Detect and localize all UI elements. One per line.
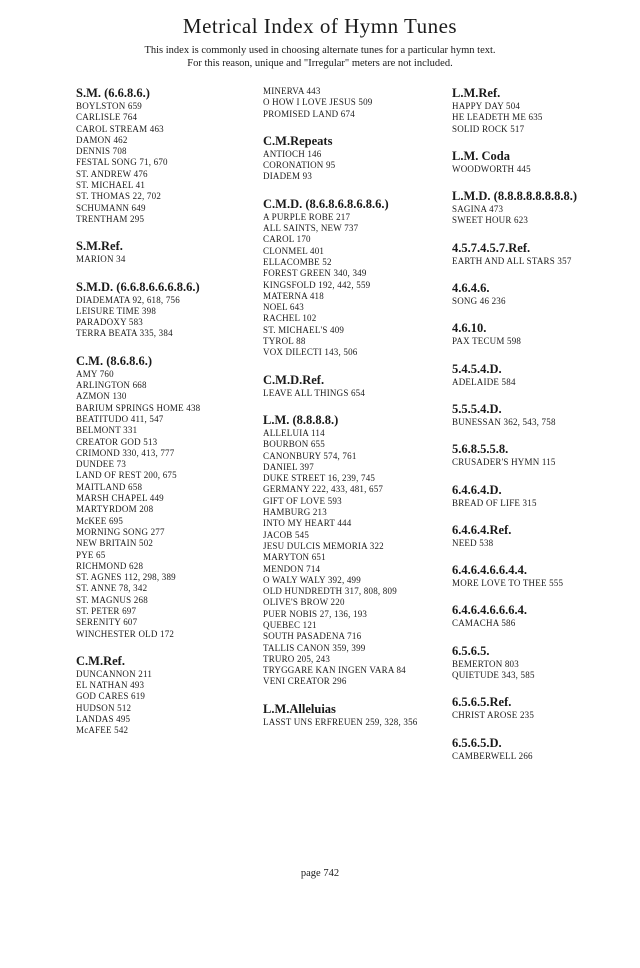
tune-entry: VENI CREATOR 296 xyxy=(263,676,347,687)
tune-entry: MATERNA 418 xyxy=(263,290,324,301)
meter-heading: C.M.Ref. xyxy=(76,653,125,668)
tune-entry: WINCHESTER OLD 172 xyxy=(76,628,175,639)
meter-heading: L.M.D. (8.8.8.8.8.8.8.8.) xyxy=(452,189,577,204)
tune-entry: ST. AGNES 112, 298, 389 xyxy=(76,572,176,583)
tune-entry: JACOB 545 xyxy=(263,529,310,540)
tune-entry: ST. MICHAEL 41 xyxy=(76,180,146,191)
tune-entry: SAGINA 473 xyxy=(452,204,504,215)
meter-section xyxy=(452,483,640,509)
tune-entry: CANONBURY 574, 761 xyxy=(263,450,357,461)
tune-entry: AZMON 130 xyxy=(76,391,127,402)
meter-section xyxy=(263,134,448,183)
tune-entry: HUDSON 512 xyxy=(76,702,132,713)
tune-entry: JESU DULCIS MEMORIA 322 xyxy=(263,540,384,551)
tune-entry: CAMACHA 586 xyxy=(452,618,516,629)
meter-heading: 4.6.10. xyxy=(452,321,487,336)
meter-section xyxy=(263,413,448,688)
tune-entry: CAROL 170 xyxy=(263,234,311,245)
meter-heading: S.M.Ref. xyxy=(76,239,123,254)
tune-entry: ELLACOMBE 52 xyxy=(263,256,332,267)
index-column-2 xyxy=(263,86,448,742)
tune-entry: ST. THOMAS 22, 702 xyxy=(76,191,162,202)
tune-entry: CRUSADER'S HYMN 115 xyxy=(452,457,556,468)
tune-entry: TRURO 205, 243 xyxy=(263,653,331,664)
tune-entry: EL NATHAN 493 xyxy=(76,680,145,691)
tune-entry: GIFT OF LOVE 593 xyxy=(263,495,342,506)
tune-entry: TALLIS CANON 359, 399 xyxy=(263,642,366,653)
page-number: page 742 xyxy=(300,868,340,879)
tune-entry: BUNESSAN 362, 543, 758 xyxy=(452,416,556,427)
tune-entry: SOLID ROCK 517 xyxy=(452,123,525,134)
tune-entry: MARION 34 xyxy=(76,254,126,265)
meter-heading: 6.4.6.4.Ref. xyxy=(452,522,512,537)
meter-heading: 6.4.6.4.6.6.6.4. xyxy=(452,603,527,618)
meter-section xyxy=(452,523,640,549)
meter-heading: 6.5.6.5.D. xyxy=(452,735,502,750)
tune-entry: QUEBEC 121 xyxy=(263,619,317,630)
tune-entry: CORONATION 95 xyxy=(263,160,336,171)
meter-heading: L.M.Alleluias xyxy=(263,701,336,716)
tune-entry: EARTH AND ALL STARS 357 xyxy=(452,255,572,266)
tune-entry: ST. ANNE 78, 342 xyxy=(76,583,148,594)
intro-line: This index is commonly used in choosing alternate tunes for a particular hymn text. xyxy=(144,45,496,56)
meter-section xyxy=(452,149,640,175)
tune-entry: DENNIS 708 xyxy=(76,146,127,157)
tune-entry: VOX DILECTI 143, 506 xyxy=(263,347,358,358)
tune-entry: McAFEE 542 xyxy=(76,725,129,736)
tune-entry: ST. MAGNUS 268 xyxy=(76,594,148,605)
page-title: Metrical Index of Hymn Tunes xyxy=(182,14,458,38)
tune-entry: FESTAL SONG 71, 670 xyxy=(76,157,168,168)
tune-entry: DIADEM 93 xyxy=(263,171,313,182)
tune-entry: HE LEADETH ME 635 xyxy=(452,112,543,123)
tune-entry: SERENITY 607 xyxy=(76,617,138,628)
tune-entry: NEW BRITAIN 502 xyxy=(76,538,154,549)
meter-section xyxy=(263,86,448,120)
meter-section xyxy=(76,280,248,340)
tune-entry: GERMANY 222, 433, 481, 657 xyxy=(263,484,384,495)
tune-entry: WOODWORTH 445 xyxy=(452,163,531,174)
meter-heading: C.M.D.Ref. xyxy=(263,372,325,387)
tune-entry: CAMBERWELL 266 xyxy=(452,750,533,761)
tune-entry: BEATITUDO 411, 547 xyxy=(76,413,164,424)
tune-entry: ALLELUIA 114 xyxy=(263,427,325,438)
tune-entry: PYE 65 xyxy=(76,549,106,560)
meter-heading: C.M. (8.6.8.6.) xyxy=(76,353,153,368)
meter-section xyxy=(452,86,640,135)
tune-entry: TRYGGARE KAN INGEN VARA 84 xyxy=(263,665,406,676)
meter-heading: 4.6.4.6. xyxy=(452,281,490,296)
tune-entry: DAMON 462 xyxy=(76,134,128,145)
tune-entry: ST. ANDREW 476 xyxy=(76,168,148,179)
tune-entry: MENDON 714 xyxy=(263,563,321,574)
tune-entry: RACHEL 102 xyxy=(263,313,317,324)
meter-section xyxy=(263,197,448,359)
tune-entry: MAITLAND 658 xyxy=(76,481,143,492)
tune-entry: TRENTHAM 295 xyxy=(76,213,145,224)
tune-entry: MINERVA 443 xyxy=(263,86,321,96)
tune-entry: GOD CARES 619 xyxy=(76,691,146,702)
meter-heading: S.M.D. (6.6.8.6.6.6.8.6.) xyxy=(76,279,200,294)
meter-section xyxy=(452,736,640,762)
meter-section xyxy=(263,702,448,728)
tune-entry: DANIEL 397 xyxy=(263,461,314,472)
tune-entry: PAX TECUM 598 xyxy=(452,336,522,347)
meter-heading: 5.5.5.4.D. xyxy=(452,401,502,416)
tune-entry: LAND OF REST 200, 675 xyxy=(76,470,177,481)
meter-heading: S.M. (6.6.8.6.) xyxy=(76,86,150,100)
tune-entry: BOURBON 655 xyxy=(263,439,325,450)
tune-entry: ADELAIDE 584 xyxy=(452,376,516,387)
tune-entry: MORNING SONG 277 xyxy=(76,526,165,537)
meter-heading: 6.4.6.4.D. xyxy=(452,482,502,497)
tune-entry: O HOW I LOVE JESUS 509 xyxy=(263,97,373,108)
tune-entry: SWEET HOUR 623 xyxy=(452,215,529,226)
tune-entry: BOYLSTON 659 xyxy=(76,101,142,111)
meter-heading: 5.6.8.5.5.8. xyxy=(452,442,509,457)
meter-section xyxy=(76,86,248,225)
meter-heading: C.M.Repeats xyxy=(263,133,333,148)
tune-entry: TYROL 88 xyxy=(263,336,306,347)
tune-entry: CLONMEL 401 xyxy=(263,245,325,256)
tune-entry: ALL SAINTS, NEW 737 xyxy=(263,223,359,234)
meter-section xyxy=(452,644,640,682)
meter-section xyxy=(76,654,248,737)
meter-section xyxy=(452,362,640,388)
tune-entry: NEED 538 xyxy=(452,537,494,548)
index-column-1 xyxy=(76,86,248,751)
tune-entry: ST. PETER 697 xyxy=(76,605,137,616)
intro-line: For this reason, unique and "Irregular" meters are not included. xyxy=(187,58,453,69)
tune-entry: MARTYRDOM 208 xyxy=(76,504,154,515)
meter-heading: 6.5.6.5. xyxy=(452,643,490,658)
meter-section xyxy=(452,321,640,347)
intro-text xyxy=(0,44,640,70)
tune-entry: ARLINGTON 668 xyxy=(76,380,147,391)
tune-entry: LEISURE TIME 398 xyxy=(76,305,157,316)
tune-entry: PUER NOBIS 27, 136, 193 xyxy=(263,608,368,619)
meter-section xyxy=(76,239,248,265)
tune-entry: RICHMOND 628 xyxy=(76,560,144,571)
meter-heading: L.M. Coda xyxy=(452,148,510,163)
tune-entry: SCHUMANN 649 xyxy=(76,202,146,213)
tune-entry: LANDAS 495 xyxy=(76,714,131,725)
tune-entry: DIADEMATA 92, 618, 756 xyxy=(76,294,180,305)
tune-entry: PARADOXY 583 xyxy=(76,317,143,328)
tune-entry: CRIMOND 330, 413, 777 xyxy=(76,447,175,458)
tune-entry: CAROL STREAM 463 xyxy=(76,123,164,134)
tune-entry: LEAVE ALL THINGS 654 xyxy=(263,387,366,398)
tune-entry: CHRIST AROSE 235 xyxy=(452,710,535,721)
tune-entry: SOUTH PASADENA 716 xyxy=(263,631,362,642)
tune-entry: BARIUM SPRINGS HOME 438 xyxy=(76,402,201,413)
tune-entry: DUNCANNON 211 xyxy=(76,668,153,679)
meter-heading: L.M. (8.8.8.8.) xyxy=(263,412,339,427)
meter-heading: C.M.D. (8.6.8.6.8.6.8.6.) xyxy=(263,196,389,211)
tune-entry: FOREST GREEN 340, 349 xyxy=(263,268,367,279)
tune-entry: KINGSFOLD 192, 442, 559 xyxy=(263,279,371,290)
tune-entry: HAMBURG 213 xyxy=(263,507,327,518)
tune-entry: CARLISLE 764 xyxy=(76,112,138,123)
tune-entry: MARYTON 651 xyxy=(263,552,326,563)
tune-entry: QUIETUDE 343, 585 xyxy=(452,670,535,681)
tune-entry: DUKE STREET 16, 239, 745 xyxy=(263,473,376,484)
tune-entry: INTO MY HEART 444 xyxy=(263,518,352,529)
tune-entry: LASST UNS ERFREUEN 259, 328, 356 xyxy=(263,716,418,727)
tune-entry: ST. MICHAEL'S 409 xyxy=(263,324,345,335)
tune-entry: HAPPY DAY 504 xyxy=(452,101,521,111)
meter-section xyxy=(452,442,640,468)
meter-heading: 4.5.7.4.5.7.Ref. xyxy=(452,240,531,255)
tune-entry: CREATOR GOD 513 xyxy=(76,436,158,447)
meter-heading: 6.5.6.5.Ref. xyxy=(452,695,512,710)
tune-entry: OLIVE'S BROW 220 xyxy=(263,597,345,608)
meter-heading: L.M.Ref. xyxy=(452,86,501,100)
meter-section xyxy=(452,695,640,721)
tune-entry: PROMISED LAND 674 xyxy=(263,108,355,119)
tune-entry: DUNDEE 73 xyxy=(76,459,127,470)
meter-section xyxy=(263,373,448,399)
meter-section xyxy=(452,281,640,307)
tune-entry: NOEL 643 xyxy=(263,302,305,313)
tune-entry: MORE LOVE TO THEE 555 xyxy=(452,578,564,589)
tune-entry: TERRA BEATA 335, 384 xyxy=(76,328,173,339)
tune-entry: A PURPLE ROBE 217 xyxy=(263,211,351,222)
meter-section xyxy=(452,402,640,428)
tune-entry: MARSH CHAPEL 449 xyxy=(76,493,164,504)
meter-section xyxy=(452,603,640,629)
meter-section xyxy=(76,354,248,640)
meter-heading: 6.4.6.4.6.6.4.4. xyxy=(452,563,527,578)
tune-entry: AMY 760 xyxy=(76,368,114,379)
meter-section xyxy=(452,189,640,227)
tune-entry: BELMONT 331 xyxy=(76,425,138,436)
tune-entry: ANTIOCH 146 xyxy=(263,148,322,159)
index-column-3 xyxy=(452,86,640,776)
meter-section xyxy=(452,563,640,589)
meter-section xyxy=(452,241,640,267)
tune-entry: BEMERTON 803 xyxy=(452,658,519,669)
tune-entry: OLD HUNDREDTH 317, 808, 809 xyxy=(263,586,397,597)
tune-entry: O WALY WALY 392, 499 xyxy=(263,574,361,585)
meter-heading: 5.4.5.4.D. xyxy=(452,361,502,376)
tune-entry: BREAD OF LIFE 315 xyxy=(452,497,537,508)
tune-entry: SONG 46 236 xyxy=(452,296,506,307)
tune-entry: McKEE 695 xyxy=(76,515,124,526)
